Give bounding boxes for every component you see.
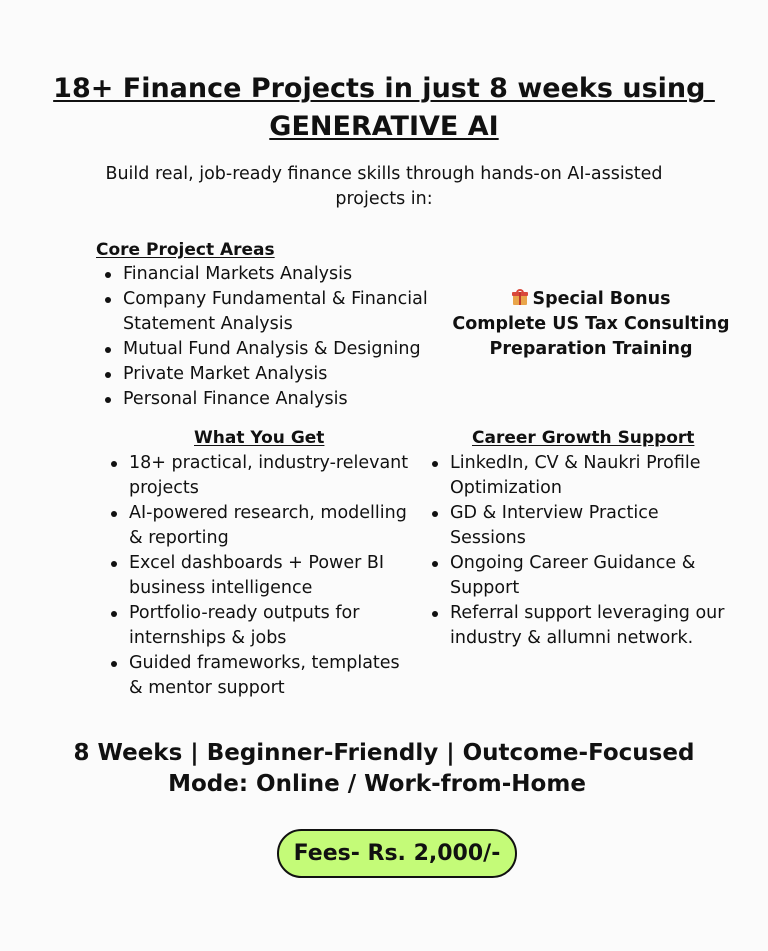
list-item: Excel dashboards + Power BI business intelligence: [107, 551, 417, 601]
list-item: Portfolio-ready outputs for internships & jobs: [107, 601, 417, 651]
list-item: Personal Finance Analysis: [101, 387, 441, 412]
gift-icon: [512, 289, 528, 305]
list-item: AI-powered research, modelling & reporting: [107, 501, 417, 551]
highlights-line-1: 8 Weeks | Beginner-Friendly | Outcome-Focused: [73, 740, 695, 766]
subtitle: Build real, job-ready finance skills through hands-on AI-assisted projects in:: [105, 164, 663, 209]
list-item: LinkedIn, CV & Naukri Profile Optimization: [428, 451, 728, 501]
page-title: [0, 70, 768, 146]
bonus-label: Special Bonus: [532, 289, 671, 309]
highlights-line-2: Mode: Online / Work-from-Home: [168, 771, 586, 797]
list-item: Guided frameworks, templates & mentor support: [107, 651, 417, 701]
career-support-list: [428, 451, 728, 651]
core-areas-heading: Core Project Areas: [96, 240, 275, 260]
career-support-heading: Career Growth Support: [472, 428, 695, 448]
program-highlights: [0, 738, 768, 800]
title-line-2: GENERATIVE AI: [269, 111, 499, 142]
title-line-1: 18+ Finance Projects in just 8 weeks using: [53, 73, 715, 104]
what-you-get-list: [107, 451, 417, 701]
list-item: Referral support leveraging our industry & allumni network.: [428, 601, 728, 651]
list-item: Ongoing Career Guidance & Support: [428, 551, 728, 601]
list-item: Private Market Analysis: [101, 362, 441, 387]
special-bonus: [440, 287, 742, 362]
what-you-get-heading: What You Get: [194, 428, 325, 448]
bonus-line-3: Preparation Training: [489, 339, 693, 359]
list-item: 18+ practical, industry-relevant projects: [107, 451, 417, 501]
fees-badge: Fees- Rs. 2,000/-: [277, 829, 517, 878]
list-item: Financial Markets Analysis: [101, 262, 441, 287]
list-item: Company Fundamental & Financial Statement Analysis: [101, 287, 441, 337]
list-item: Mutual Fund Analysis & Designing: [101, 337, 441, 362]
bonus-line-2: Complete US Tax Consulting: [452, 314, 730, 334]
core-areas-list: [101, 262, 441, 412]
list-item: GD & Interview Practice Sessions: [428, 501, 728, 551]
